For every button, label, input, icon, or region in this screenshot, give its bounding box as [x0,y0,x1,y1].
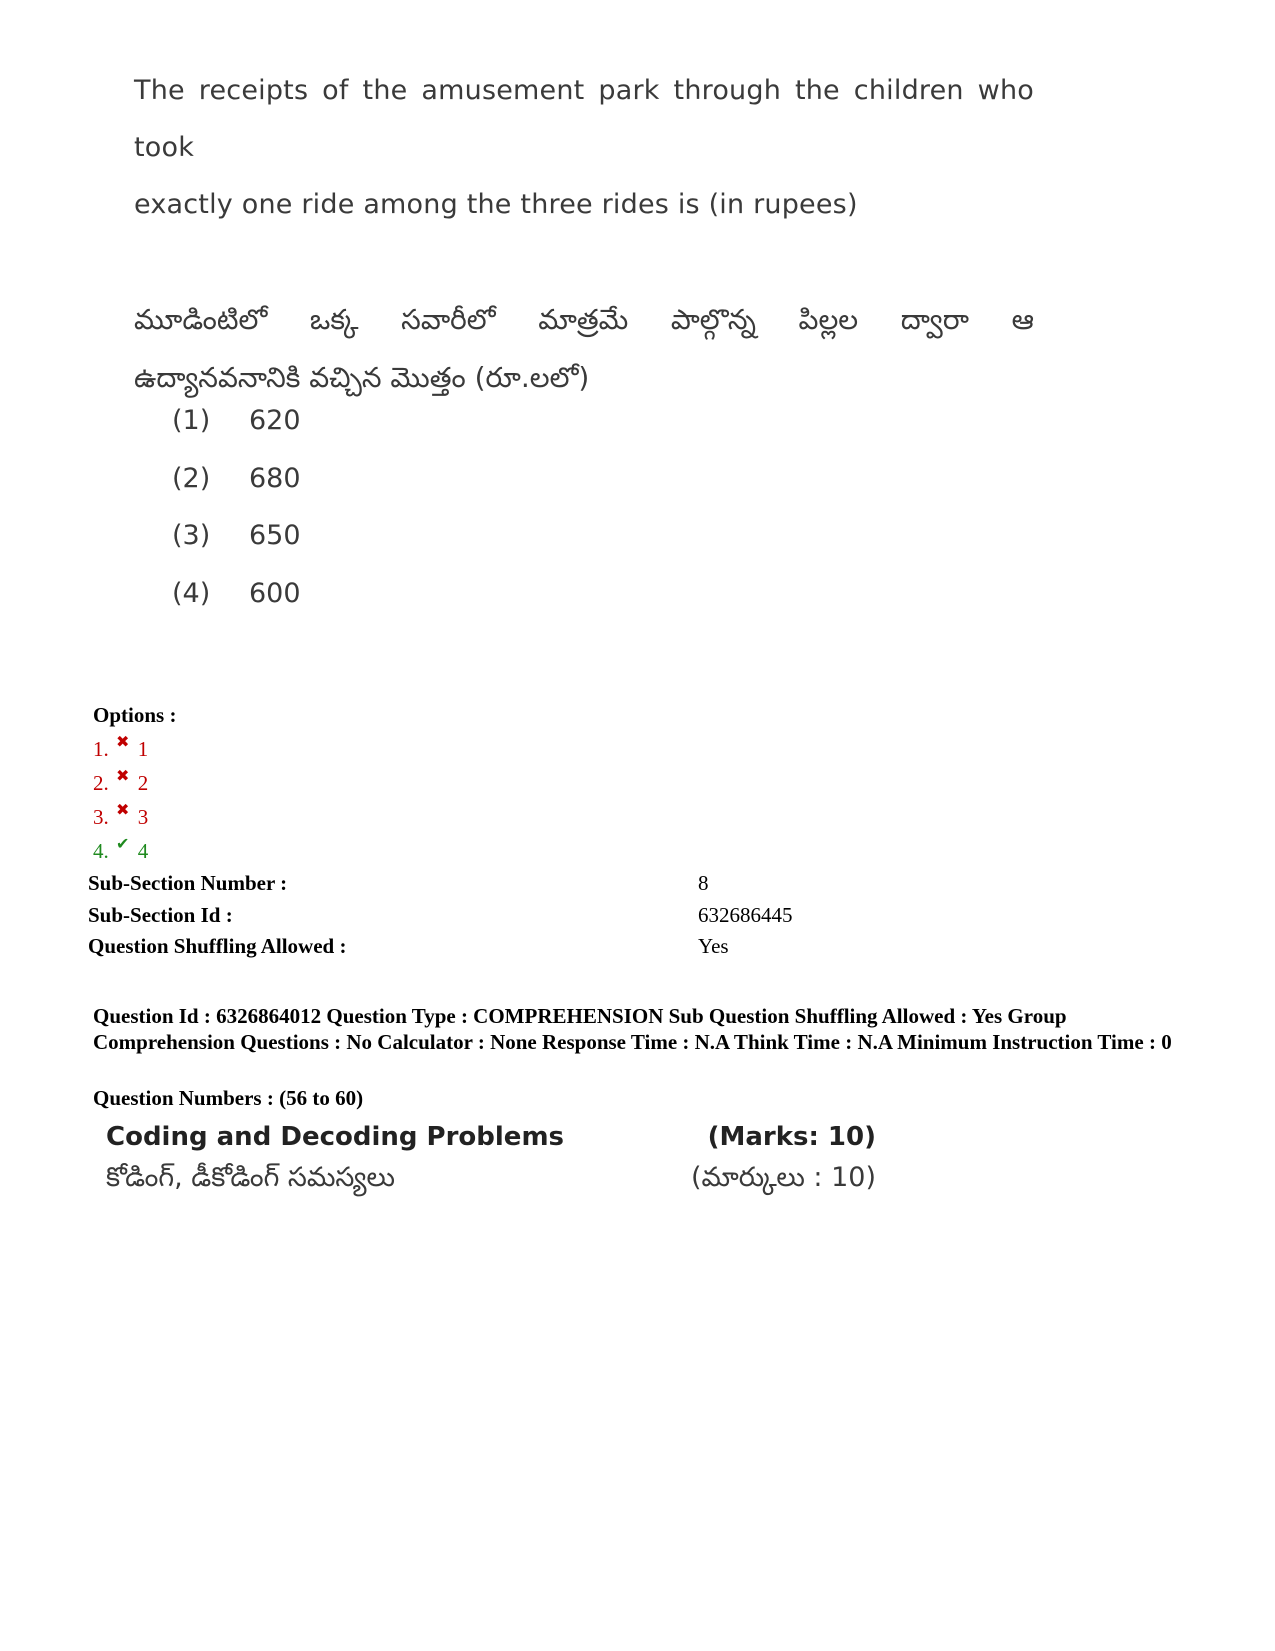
choice-number: (2) [172,462,211,494]
question-numbers: Question Numbers : (56 to 60) [93,1086,364,1110]
option-index: 3. [93,805,109,829]
question-image-block [134,62,1034,407]
question-info: Question Id : 6326864012 Question Type : COMPREHENSION Sub Question Shuffling Allowed : Yes Group Comprehension Questions : No Calculator : None Response Time : N.A Think Time : N.A Minimum Instruction Time : 0 [93,1004,1172,1054]
choice-number: (4) [172,577,211,609]
section-header-english [106,1122,876,1162]
shuffle-label: Question Shuffling Allowed : [88,934,347,958]
choice-value: 600 [249,577,301,609]
option-index: 4. [93,839,109,863]
question-text-telugu-line-2: ఉద్యానవనానికి వచ్చిన మొత్తం (రూ.లలో) [134,361,590,394]
choice-item [172,405,301,463]
option-label: 3 [137,805,149,829]
question-text-telugu-line-1: మూడింటిలో ఒక్క సవారీలో మాత్రమే పాల్గొన్న పిల్లల ద్వారా ఆ [134,303,1034,336]
choice-item [172,463,301,521]
meta-row [88,871,793,903]
question-text-english-line-1: The receipts of the amusement park through the children who took [134,75,1034,163]
question-text-english-line-2: exactly one ride among the three rides is (in rupees) [134,189,858,220]
choice-value: 680 [249,462,301,494]
answer-choices [172,405,301,635]
option-label: 4 [137,839,149,863]
choice-value: 650 [249,520,301,551]
choice-number: (1) [172,405,211,436]
choice-number: (3) [172,520,211,551]
section-title-telugu: కోడింగ్, డీకోడింగ్ సమస్యలు [106,1162,395,1193]
choice-item [172,578,301,636]
cross-icon: ✖ [116,802,130,819]
choice-item [172,520,301,578]
section-title: Coding and Decoding Problems [106,1122,565,1152]
section-header-telugu [106,1162,876,1200]
subsection-id-value: 632686445 [698,902,793,927]
section-marks: (Marks: 10) [707,1122,876,1152]
options-heading: Options : [93,703,177,727]
section-header [106,1122,876,1200]
subsection-meta [88,871,793,966]
option-index: 2. [93,771,109,795]
cross-icon: ✖ [116,768,130,785]
option-label: 2 [137,771,149,795]
cross-icon: ✖ [116,734,130,751]
option-index: 1. [93,737,109,761]
choice-value: 620 [249,405,301,436]
section-marks-telugu: (మార్కులు : 10) [691,1162,876,1193]
meta-row [88,934,793,966]
meta-row [88,903,793,935]
subsection-number-label: Sub-Section Number : [88,871,288,895]
options-list [93,703,176,873]
subsection-number-value: 8 [698,871,709,895]
check-icon: ✔ [116,836,130,853]
option-label: 1 [137,737,149,761]
question-text-telugu [134,291,1034,407]
option-item [93,836,176,873]
subsection-id-label: Sub-Section Id : [88,902,233,927]
shuffle-value: Yes [698,934,729,958]
